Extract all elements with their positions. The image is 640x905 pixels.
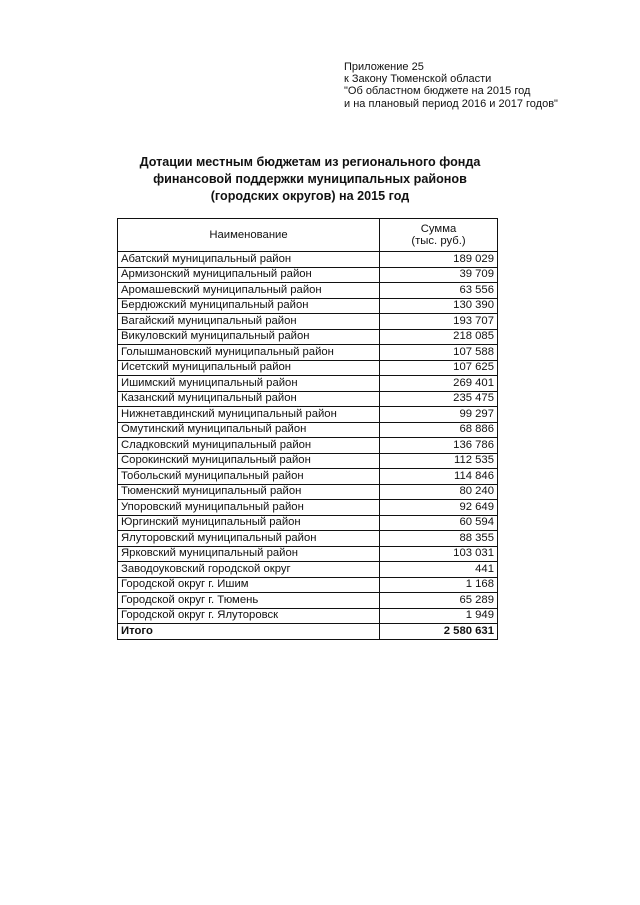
row-name: Аромашевский муниципальный район <box>118 283 380 299</box>
table-row <box>118 531 498 547</box>
table-row <box>118 562 498 578</box>
table-row <box>118 422 498 438</box>
subsidy-table <box>117 218 498 640</box>
row-name: Ярковский муниципальный район <box>118 546 380 562</box>
table-row <box>118 515 498 531</box>
row-sum: 1 168 <box>380 577 498 593</box>
table-row <box>118 298 498 314</box>
appendix-line: к Закону Тюменской области <box>344 73 492 86</box>
row-name: Городской округ г. Тюмень <box>118 593 380 609</box>
row-name: Городской округ г. Ишим <box>118 577 380 593</box>
column-header-sum <box>380 219 498 252</box>
appendix-line: Приложение 25 <box>344 61 424 73</box>
row-name: Заводоуковский городской округ <box>118 562 380 578</box>
table-row <box>118 252 498 268</box>
table-row <box>118 484 498 500</box>
table-row <box>118 438 498 454</box>
row-sum: 107 588 <box>380 345 498 361</box>
title-line: (городских округов) на 2015 год <box>210 189 410 203</box>
row-sum: 130 390 <box>380 298 498 314</box>
row-sum: 441 <box>380 562 498 578</box>
row-sum: 68 886 <box>380 422 498 438</box>
table-row <box>118 407 498 423</box>
appendix-line: "Об областном бюджете на 2015 год <box>344 85 531 98</box>
row-sum: 39 709 <box>380 267 498 283</box>
table-row <box>118 593 498 609</box>
appendix-line: и на плановый период 2016 и 2017 годов" <box>344 97 558 110</box>
row-sum: 63 556 <box>380 283 498 299</box>
row-sum: 269 401 <box>380 376 498 392</box>
table-header-row <box>118 219 498 252</box>
sum-header-unit: (тыс. руб.) <box>411 235 466 247</box>
table-row <box>118 391 498 407</box>
row-sum: 99 297 <box>380 407 498 423</box>
title-line: Дотации местным бюджетам из регионального фонда <box>139 155 481 169</box>
row-name: Сладковский муниципальный район <box>118 438 380 454</box>
row-name: Омутинский муниципальный район <box>118 422 380 438</box>
row-name: Тюменский муниципальный район <box>118 484 380 500</box>
row-sum: 103 031 <box>380 546 498 562</box>
table-row <box>118 546 498 562</box>
table-row <box>118 267 498 283</box>
row-name: Сорокинский муниципальный район <box>118 453 380 469</box>
row-sum: 92 649 <box>380 500 498 516</box>
row-sum: 218 085 <box>380 329 498 345</box>
row-sum: 65 289 <box>380 593 498 609</box>
table-row <box>118 283 498 299</box>
row-sum: 107 625 <box>380 360 498 376</box>
table-row <box>118 608 498 624</box>
title-line: финансовой поддержки муниципальных районов <box>153 172 467 186</box>
table-row <box>118 453 498 469</box>
row-sum: 80 240 <box>380 484 498 500</box>
row-sum: 193 707 <box>380 314 498 330</box>
row-name: Викуловский муниципальный район <box>118 329 380 345</box>
appendix-note <box>344 61 558 110</box>
row-name: Абатский муниципальный район <box>118 252 380 268</box>
column-header-name: Наименование <box>118 219 380 252</box>
row-name: Голышмановский муниципальный район <box>118 345 380 361</box>
row-sum: 88 355 <box>380 531 498 547</box>
table-row <box>118 577 498 593</box>
table-row <box>118 345 498 361</box>
row-sum: 189 029 <box>380 252 498 268</box>
row-name: Вагайский муниципальный район <box>118 314 380 330</box>
total-row <box>118 624 498 640</box>
total-sum: 2 580 631 <box>380 624 498 640</box>
row-name: Казанский муниципальный район <box>118 391 380 407</box>
row-sum: 1 949 <box>380 608 498 624</box>
document-title <box>118 154 502 205</box>
row-name: Армизонский муниципальный район <box>118 267 380 283</box>
row-name: Ялуторовский муниципальный район <box>118 531 380 547</box>
row-name: Бердюжский муниципальный район <box>118 298 380 314</box>
table-row <box>118 500 498 516</box>
table-row <box>118 329 498 345</box>
row-name: Нижнетавдинский муниципальный район <box>118 407 380 423</box>
row-sum: 112 535 <box>380 453 498 469</box>
row-sum: 60 594 <box>380 515 498 531</box>
table-row <box>118 376 498 392</box>
row-name: Городской округ г. Ялуторовск <box>118 608 380 624</box>
table-row <box>118 469 498 485</box>
row-sum: 136 786 <box>380 438 498 454</box>
total-label: Итого <box>118 624 380 640</box>
row-name: Юргинский муниципальный район <box>118 515 380 531</box>
table-row <box>118 314 498 330</box>
row-name: Тобольский муниципальный район <box>118 469 380 485</box>
sum-header-line: Сумма <box>420 222 457 235</box>
row-sum: 235 475 <box>380 391 498 407</box>
row-name: Исетский муниципальный район <box>118 360 380 376</box>
table-body <box>118 252 498 624</box>
row-sum: 114 846 <box>380 469 498 485</box>
row-name: Ишимский муниципальный район <box>118 376 380 392</box>
row-name: Упоровский муниципальный район <box>118 500 380 516</box>
table-row <box>118 360 498 376</box>
